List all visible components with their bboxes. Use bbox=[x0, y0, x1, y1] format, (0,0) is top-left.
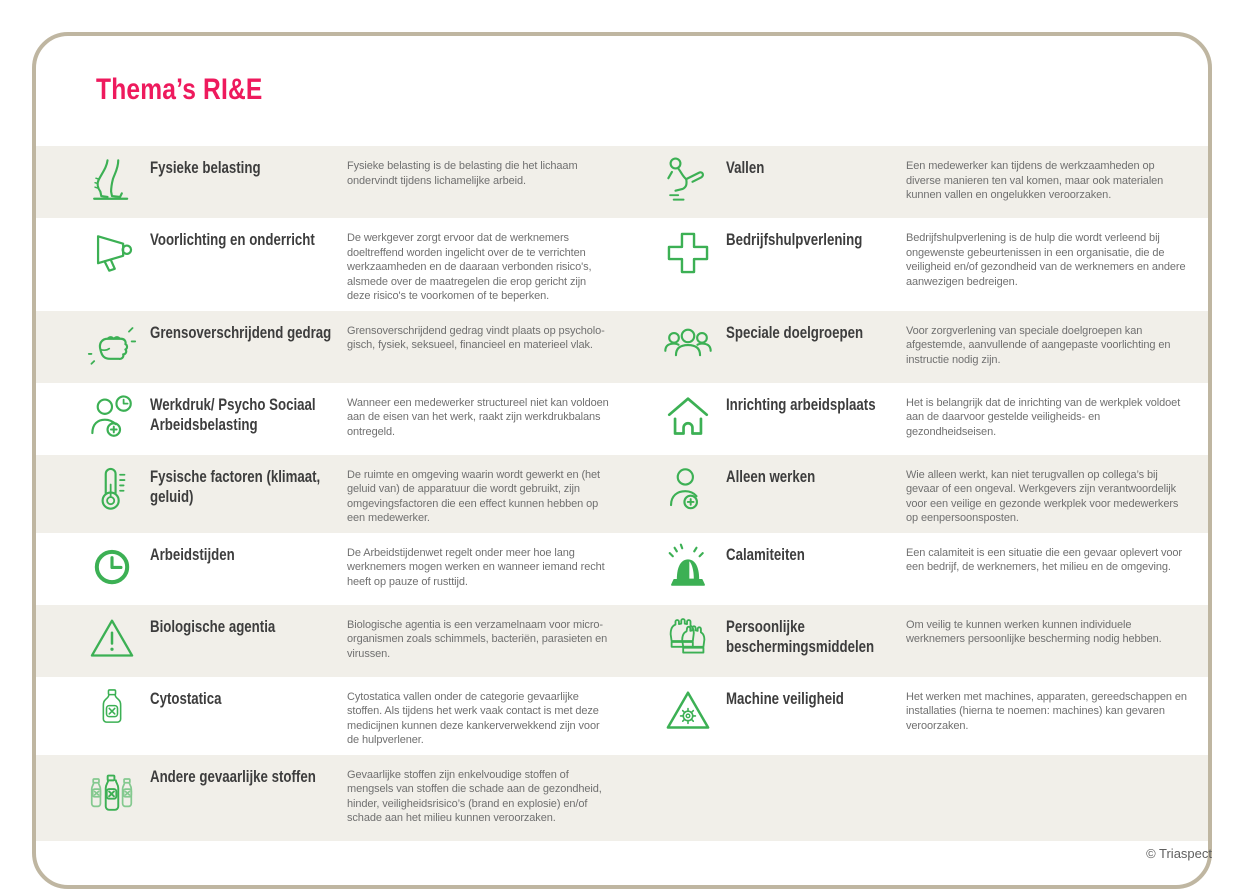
legs-icon bbox=[84, 155, 140, 211]
theme-title: Persoonlijke beschermingsmiddelen bbox=[726, 616, 875, 657]
theme-title: Fysische factoren (klimaat, geluid) bbox=[150, 466, 321, 506]
theme-cell bbox=[622, 218, 1208, 311]
person-clock-icon bbox=[84, 392, 140, 448]
theme-row bbox=[36, 755, 1208, 841]
theme-title: Machine veiligheid bbox=[726, 688, 844, 708]
theme-cell bbox=[36, 605, 622, 677]
theme-title: Werkdruk/ Psycho Sociaal Arbeidsbelasting bbox=[150, 394, 316, 434]
fist-icon bbox=[84, 320, 140, 376]
clock-icon bbox=[84, 542, 140, 598]
theme-cell bbox=[622, 146, 1208, 218]
theme-row bbox=[36, 146, 1208, 218]
theme-cell bbox=[622, 383, 1208, 455]
siren-icon bbox=[660, 542, 716, 598]
theme-title-wrap bbox=[150, 764, 347, 787]
theme-cell bbox=[622, 533, 1208, 605]
theme-title-wrap bbox=[150, 227, 347, 250]
page-title bbox=[96, 72, 1208, 108]
page-title-text: Thema’s RI&E bbox=[96, 73, 263, 106]
theme-description: Wie alleen werkt, kan niet terugvallen op collega’s bij gevaar of een ongeval. Werkgevers zijn verantwoordelijk voor een veilige en gezonde werkplek voor medewerkers op eenpersoonsposten. bbox=[906, 468, 1179, 525]
theme-description: Voor zorgverlening van speciale doelgroepen kan afgestemde, aanvullende of aangepaste voorlichting en instructie nodig zijn. bbox=[906, 324, 1171, 366]
theme-row bbox=[36, 311, 1208, 383]
theme-row bbox=[36, 605, 1208, 677]
theme-description: Om veilig te kunnen werken kunnen individuele werknemers persoonlijke bescherming nodig hebben. bbox=[906, 618, 1162, 646]
themes-card bbox=[32, 32, 1212, 889]
theme-description: Een medewerker kan tijdens de werkzaamheden op diverse manieren ten val komen, maar ook materialen kunnen vallen en ongelukken veroorzaken. bbox=[906, 160, 1164, 202]
theme-title: Alleen werken bbox=[726, 466, 816, 486]
theme-row bbox=[36, 677, 1208, 755]
theme-description: Gevaarlijke stoffen zijn enkelvoudige stoffen of mengsels van stoffen die schade aan de gezondheid, hinder, veiligheidsrisico’s (brand en explosie) en/of schade aan het milieu kunnen veroorzaken. bbox=[347, 768, 602, 825]
theme-description: De Arbeidstijdenwet regelt onder meer hoe lang werknemers mogen werken en wanneer iemand recht heeft op pauze of rusttijd. bbox=[347, 546, 605, 588]
gloves-icon bbox=[660, 614, 716, 670]
theme-cell bbox=[622, 311, 1208, 383]
theme-cell bbox=[622, 677, 1208, 755]
theme-title: Calamiteiten bbox=[726, 544, 805, 564]
theme-description: Het is belangrijk dat de inrichting van de werkplek voldoet aan de daarvoor gestelde veiligheids- en gezondheidseisen. bbox=[906, 396, 1181, 438]
theme-title-wrap bbox=[726, 227, 906, 250]
theme-title-wrap bbox=[150, 614, 347, 637]
theme-title-wrap bbox=[150, 155, 347, 178]
theme-cell bbox=[36, 218, 622, 311]
theme-title-wrap bbox=[150, 464, 347, 508]
theme-cell bbox=[36, 755, 622, 841]
theme-cell bbox=[36, 533, 622, 605]
theme-cell bbox=[36, 455, 622, 533]
megaphone-icon bbox=[84, 227, 140, 283]
theme-description: Fysieke belasting is de belasting die het lichaam ondervindt tijdens lichamelijke arbeid. bbox=[347, 160, 578, 187]
theme-title: Arbeidstijden bbox=[150, 544, 235, 564]
theme-row bbox=[36, 533, 1208, 605]
theme-description: Wanneer een medewerker structureel niet kan voldoen aan de eisen van het werk, raakt zijn werkdrukbalans ontregeld. bbox=[347, 396, 609, 438]
themes-list bbox=[36, 146, 1208, 841]
theme-description: Het werken met machines, apparaten, gereedschappen en installaties (hierna te noemen: machines) kan gevaren veroorzaken. bbox=[906, 690, 1187, 732]
thermometer-icon bbox=[84, 464, 140, 520]
theme-title: Voorlichting en onderricht bbox=[150, 230, 315, 249]
theme-row bbox=[36, 455, 1208, 533]
theme-title: Andere gevaarlijke stoffen bbox=[150, 766, 316, 786]
person-plus-icon bbox=[660, 464, 716, 520]
theme-description: De ruimte en omgeving waarin wordt gewerkt en (het geluid van) de apparatuur die wordt gebruikt, zijn omgevingsfactoren die een effect kunnen hebben op een medewerker. bbox=[347, 468, 601, 525]
theme-title-wrap bbox=[726, 392, 906, 415]
house-icon bbox=[660, 392, 716, 448]
theme-cell bbox=[36, 383, 622, 455]
theme-cell bbox=[36, 146, 622, 218]
theme-description: Een calamiteit is een situatie die een gevaar oplevert voor een bedrijf, de werknemers, het milieu en de omgeving. bbox=[906, 546, 1182, 574]
theme-title: Inrichting arbeidsplaats bbox=[726, 394, 876, 414]
theme-title-wrap bbox=[726, 464, 906, 487]
medical-cross-icon bbox=[660, 227, 716, 283]
copyright-text: © Triaspect bbox=[1146, 846, 1212, 861]
warning-triangle-icon bbox=[84, 614, 140, 670]
theme-row bbox=[36, 383, 1208, 455]
theme-title: Grensoverschrijdend gedrag bbox=[150, 322, 332, 342]
theme-title: Bedrijfshulpverlening bbox=[726, 230, 863, 249]
bottles-icon bbox=[84, 764, 140, 820]
theme-title: Cytostatica bbox=[150, 688, 222, 708]
theme-title: Speciale doelgroepen bbox=[726, 322, 864, 342]
theme-title-wrap bbox=[150, 392, 347, 436]
theme-description: Bedrijfshulpverlening is de hulp die wordt verleend bij ongewenste gebeurtenissen in een organisatie, die de veiligheid en/of gezondheid van de werknemers en andere aanwezigen bedreigen. bbox=[906, 232, 1186, 288]
falling-person-icon bbox=[660, 155, 716, 211]
theme-title-wrap bbox=[150, 686, 347, 709]
theme-description: Cytostatica vallen onder de categorie gevaarlijke stoffen. Als tijdens het werk vaak contact is met deze medicijnen kunnen deze kankerverwekkend zijn voor de hulpverlener. bbox=[347, 690, 600, 747]
theme-row bbox=[36, 218, 1208, 311]
theme-title: Fysieke belasting bbox=[150, 158, 261, 177]
theme-title-wrap bbox=[726, 614, 906, 658]
theme-title-wrap bbox=[150, 542, 347, 565]
theme-cell bbox=[36, 311, 622, 383]
theme-title-wrap bbox=[726, 155, 906, 178]
theme-cell bbox=[622, 455, 1208, 533]
theme-description: Biologische agentia is een verzamelnaam voor micro-organismen zoals schimmels, bacteriën, parasieten en virussen. bbox=[347, 618, 608, 660]
theme-description: Grensoverschrijdend gedrag vindt plaats op psychologisch, fysiek, seksueel, financieel en materieel vlak. bbox=[347, 324, 605, 352]
theme-cell bbox=[622, 605, 1208, 677]
theme-title-wrap bbox=[726, 542, 906, 565]
theme-title-wrap bbox=[726, 686, 906, 709]
theme-description: De werkgever zorgt ervoor dat de werknemers doeltreffend worden ingelicht over de te verrichten werkzaamheden en de daaraan verbonden risico's, alsmede over de maatregelen die erop gericht zijn deze risico's te voorkomen of te beperken. bbox=[347, 232, 592, 303]
group-icon bbox=[660, 320, 716, 376]
theme-title-wrap bbox=[150, 320, 347, 343]
theme-cell bbox=[622, 755, 1208, 841]
theme-title-wrap bbox=[726, 320, 906, 343]
triangle-gear-icon bbox=[660, 686, 716, 742]
bottle-cross-icon bbox=[84, 686, 140, 742]
theme-title: Vallen bbox=[726, 158, 765, 177]
theme-title: Biologische agentia bbox=[150, 616, 276, 636]
theme-cell bbox=[36, 677, 622, 755]
